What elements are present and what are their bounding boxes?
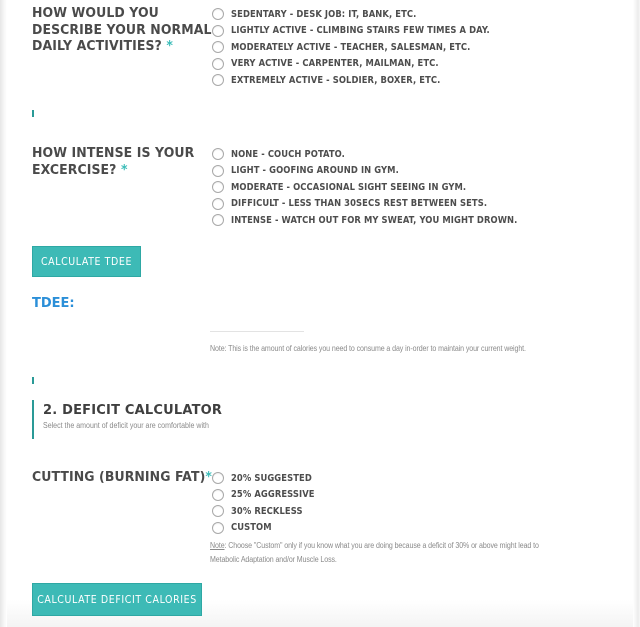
tdee-result-label: TDEE: [32, 296, 75, 311]
radio-button[interactable] [212, 181, 224, 193]
exercise-option-difficult[interactable] [212, 196, 517, 213]
radio-button[interactable] [212, 58, 224, 70]
cutting-question-text: CUTTING (BURNING FAT) [32, 470, 206, 485]
deficit-option-25[interactable] [212, 487, 315, 504]
exercise-options [212, 146, 517, 229]
activity-question-line3: DAILY ACTIVITIES? [32, 39, 162, 54]
radio-button[interactable] [212, 214, 224, 226]
activity-options [212, 6, 490, 89]
radio-button[interactable] [212, 41, 224, 53]
option-label: MODERATE - OCCASIONAL SIGHT SEEING IN GYM. [231, 181, 467, 193]
section-subtitle: Select the amount of deficit your are comfortable with [43, 421, 209, 430]
option-label: CUSTOM [231, 522, 272, 534]
radio-button[interactable] [212, 74, 224, 86]
option-label: 20% SUGGESTED [231, 472, 312, 484]
activity-option-lightly-active[interactable] [212, 23, 490, 40]
exercise-question-label [32, 146, 194, 179]
option-label: LIGHTLY ACTIVE - CLIMBING STAIRS FEW TIMES A DAY. [231, 25, 490, 37]
activity-option-sedentary[interactable] [212, 6, 490, 23]
activity-question-line2: DESCRIBE YOUR NORMAL [32, 22, 212, 38]
option-label: EXTREMELY ACTIVE - SOLDIER, BOXER, ETC. [231, 74, 441, 86]
divider-tick [32, 110, 34, 117]
activity-option-extremely-active[interactable] [212, 72, 490, 89]
right-edge-shadow [633, 0, 640, 627]
radio-button[interactable] [212, 505, 224, 517]
deficit-option-custom[interactable] [212, 520, 315, 537]
calculate-deficit-calories-button[interactable]: CALCULATE DEFICIT CALORIES [32, 583, 202, 616]
radio-button[interactable] [212, 198, 224, 210]
cutting-question-label [32, 470, 212, 487]
deficit-option-20[interactable] [212, 470, 315, 487]
option-label: 25% AGGRESSIVE [231, 489, 315, 501]
exercise-option-intense[interactable] [212, 212, 517, 229]
tdee-note: Note: This is the amount of calories you need to consume a day in-order to maintain your current weight. [210, 344, 526, 353]
activity-question-line1: HOW WOULD YOU [32, 6, 159, 21]
radio-button[interactable] [212, 25, 224, 37]
option-label: SEDENTARY - DESK JOB: IT, BANK, ETC. [231, 8, 417, 20]
activity-option-very-active[interactable] [212, 56, 490, 73]
tdee-result-field [210, 331, 304, 332]
option-label: MODERATELY ACTIVE - TEACHER, SALESMAN, ETC. [231, 41, 471, 53]
calculate-tdee-button[interactable]: CALCULATE TDEE [32, 246, 141, 277]
left-edge-shadow [0, 0, 7, 627]
radio-button[interactable] [212, 472, 224, 484]
deficit-option-30[interactable] [212, 503, 315, 520]
option-label: VERY ACTIVE - CARPENTER, MAILMAN, ETC. [231, 58, 439, 70]
exercise-option-light[interactable] [212, 163, 517, 180]
radio-button[interactable] [212, 8, 224, 20]
option-label: 30% RECKLESS [231, 505, 303, 517]
required-asterisk: * [120, 162, 128, 178]
radio-button[interactable] [212, 522, 224, 534]
radio-button[interactable] [212, 148, 224, 160]
radio-button[interactable] [212, 165, 224, 177]
divider-tick [32, 377, 34, 384]
deficit-note [210, 539, 539, 567]
option-label: LIGHT - GOOFING AROUND IN GYM. [231, 165, 399, 177]
activity-question-label [32, 6, 212, 56]
note-line1: : Choose "Custom" only if you know what you are doing because a deficit of 30% or above might lead to [224, 541, 539, 550]
note-prefix: Note [210, 541, 225, 550]
exercise-question-line1: HOW INTENSE IS YOUR [32, 146, 195, 161]
activity-option-moderately-active[interactable] [212, 39, 490, 56]
note-line2: Metabolic Adaptation and/or Muscle Loss. [210, 555, 337, 564]
radio-button[interactable] [212, 489, 224, 501]
option-label: NONE - COUCH POTATO. [231, 148, 345, 160]
section-title: 2. DEFICIT CALCULATOR [43, 403, 223, 418]
deficit-options [212, 470, 315, 536]
required-asterisk: * [166, 39, 173, 54]
deficit-section-header [32, 400, 232, 439]
option-label: DIFFICULT - LESS THAN 30SECS REST BETWEEN SETS. [231, 198, 488, 210]
exercise-option-none[interactable] [212, 146, 517, 163]
exercise-option-moderate[interactable] [212, 179, 517, 196]
option-label: INTENSE - WATCH OUT FOR MY SWEAT, YOU MIGHT DROWN. [231, 214, 518, 226]
required-asterisk: * [205, 470, 213, 485]
exercise-question-line2: EXCERCISE? [32, 162, 117, 178]
